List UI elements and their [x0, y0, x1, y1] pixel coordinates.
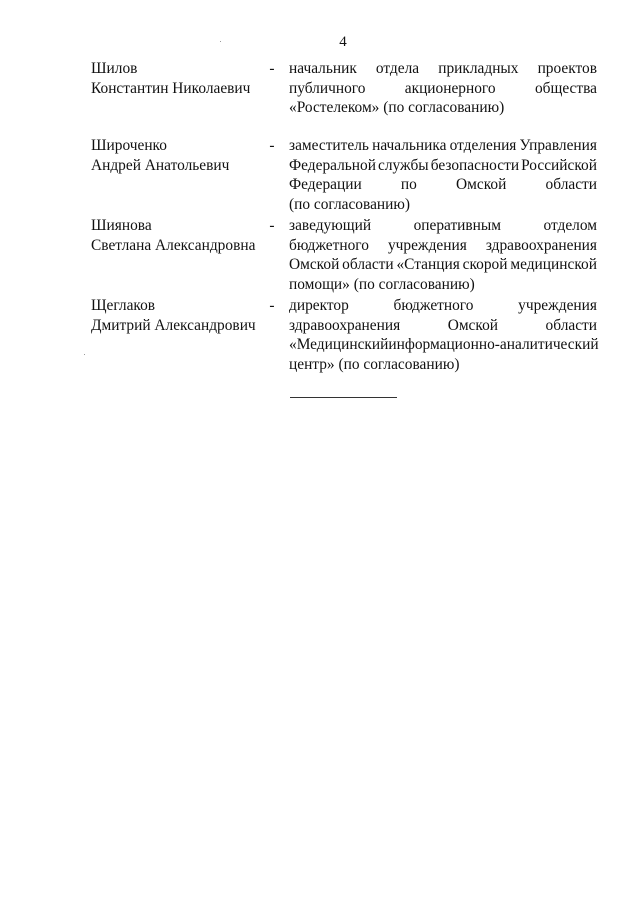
- role-word: заведующий: [289, 217, 372, 234]
- member-given-names: Андрей Анатольевич: [91, 156, 230, 174]
- end-divider: [290, 397, 397, 398]
- role-word: учреждения: [518, 297, 597, 314]
- role-word: скорой: [462, 256, 508, 273]
- role-line: (по согласованию): [289, 195, 410, 213]
- role-word: учреждения: [387, 236, 467, 254]
- role-word: области: [545, 316, 597, 334]
- role-word: Омской: [447, 316, 499, 334]
- member-dash: -: [269, 137, 275, 154]
- role-word: отдела: [375, 60, 420, 77]
- role-line: [289, 156, 597, 176]
- role-word: Российской: [521, 156, 597, 174]
- role-word: области: [342, 256, 394, 273]
- member-role: [289, 296, 597, 374]
- role-word: заместитель: [289, 137, 369, 154]
- role-line: «Ростелеком» (по согласованию): [289, 99, 505, 116]
- member-dash: -: [269, 297, 275, 314]
- role-line: центр» (по согласованию): [289, 355, 460, 373]
- role-word: бюджетного: [393, 297, 474, 314]
- member-dash: -: [269, 217, 275, 234]
- member-role: [289, 136, 597, 214]
- member-surname: Шиянова: [91, 217, 152, 234]
- role-line: [289, 316, 597, 336]
- member-name: [91, 136, 266, 175]
- role-word: информационно-аналитический: [388, 336, 599, 353]
- member-dash: -: [269, 60, 275, 77]
- member-surname: Щеглаков: [91, 297, 156, 314]
- role-word: прикладных: [438, 60, 519, 77]
- role-word: «Медицинский: [289, 336, 389, 353]
- role-word: Омской: [289, 256, 340, 273]
- role-line: [289, 296, 597, 316]
- role-line: помощи» (по согласованию): [289, 275, 475, 293]
- role-word: начальника: [372, 137, 447, 154]
- role-word: бюджетного: [289, 236, 369, 254]
- scan-speck: [84, 354, 85, 355]
- member-surname: Широченко: [91, 137, 167, 154]
- member-given-names: Дмитрий Александрович: [91, 316, 256, 334]
- role-word: отделения: [449, 137, 517, 154]
- role-word: области: [545, 176, 597, 193]
- role-word: Управления: [519, 137, 597, 154]
- member-role: [289, 216, 597, 294]
- role-word: директор: [289, 297, 349, 314]
- role-word: «Станция: [396, 256, 460, 273]
- role-word: общества: [534, 79, 597, 97]
- role-line: [289, 255, 597, 275]
- role-word: начальник: [289, 60, 357, 77]
- role-word: оперативным: [413, 217, 501, 234]
- role-word: здравоохранения: [289, 316, 401, 334]
- role-word: отделом: [543, 217, 597, 234]
- role-word: медицинской: [510, 256, 597, 273]
- member-given-names: Светлана Александровна: [91, 236, 256, 254]
- role-word: службы: [378, 156, 429, 174]
- role-word: проектов: [537, 60, 597, 77]
- role-word: Федерации: [289, 176, 362, 193]
- member-given-names: Константин Николаевич: [91, 79, 251, 97]
- role-line: [289, 335, 597, 355]
- role-word: Федеральной: [289, 156, 376, 174]
- scan-speck: [220, 41, 221, 42]
- role-word: публичного: [289, 79, 366, 97]
- role-line: [289, 236, 597, 256]
- member-surname: Шилов: [91, 60, 138, 77]
- role-word: акционерного: [404, 79, 496, 97]
- role-line: [289, 79, 597, 99]
- member-name: [91, 296, 266, 335]
- role-line: [289, 175, 597, 195]
- role-line: [289, 216, 597, 236]
- member-name: [91, 216, 266, 255]
- role-word: Омской: [456, 176, 507, 193]
- role-word: по: [400, 176, 417, 193]
- member-name: [91, 59, 266, 98]
- member-role: [289, 59, 597, 118]
- role-line: [289, 136, 597, 156]
- page-number: 4: [339, 34, 347, 50]
- role-line: [289, 59, 597, 79]
- role-word: безопасности: [430, 156, 520, 174]
- role-word: здравоохранения: [485, 236, 597, 254]
